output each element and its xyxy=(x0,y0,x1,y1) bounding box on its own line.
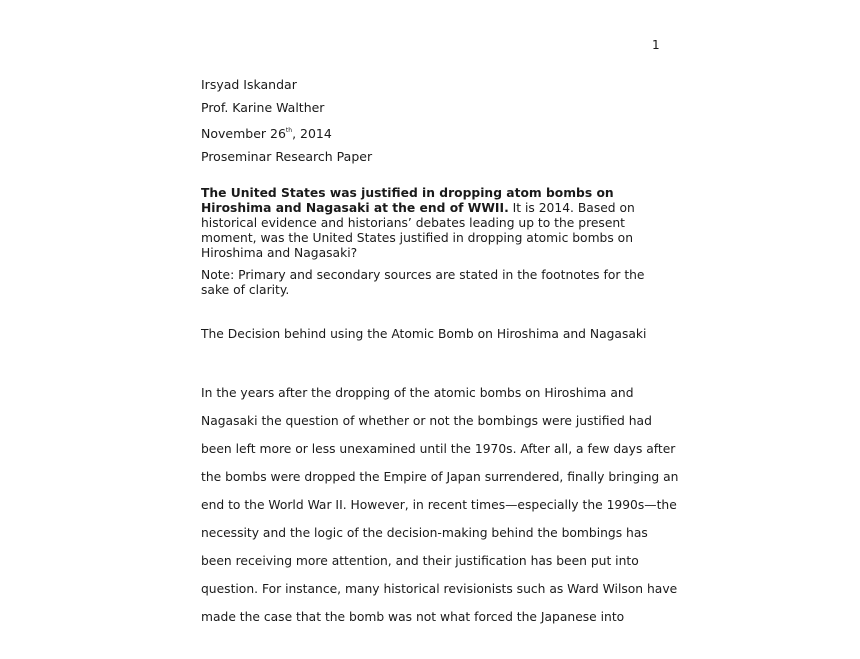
body-line: made the case that the bomb was not what forced the Japanese into xyxy=(201,610,625,624)
page-number: 1 xyxy=(652,38,660,52)
thesis-bold: The United States was justified in dropping atom bombs on Hiroshima and Nagasaki at the end of WWII. xyxy=(201,186,614,215)
professor-name: Prof. Karine Walther xyxy=(201,100,325,115)
body-paragraph xyxy=(201,383,679,635)
note-text: Note: Primary and secondary sources are stated in the footnotes for the sake of clarity. xyxy=(201,268,645,297)
course-name: Proseminar Research Paper xyxy=(201,149,373,164)
header-block xyxy=(201,73,372,168)
body-line: end to the World War II. However, in recent times—especially the 1990s—the xyxy=(201,498,677,512)
body-line: the bombs were dropped the Empire of Japan surrendered, finally bringing an xyxy=(201,470,679,484)
author-name: Irsyad Iskandar xyxy=(201,77,297,92)
body-line: Nagasaki the question of whether or not the bombings were justified had xyxy=(201,414,652,428)
body-line: been receiving more attention, and their justification has been put into xyxy=(201,554,639,568)
body-line: question. For instance, many historical revisionists such as Ward Wilson have xyxy=(201,582,678,596)
date-suffix: th xyxy=(285,127,293,134)
date-line xyxy=(201,119,372,145)
date-month-day: November 26 xyxy=(201,126,286,141)
date-year: , 2014 xyxy=(292,126,332,141)
body-line: necessity and the logic of the decision-making behind the bombings has xyxy=(201,526,648,540)
thesis-question: It is 2014. Based on historical evidence and historians’ debates leading up to the present moment, was the United States justified in dropping atomic bombs on Hiroshima and Nagasaki? xyxy=(201,201,635,260)
section-title: The Decision behind using the Atomic Bomb on Hiroshima and Nagasaki xyxy=(201,327,647,341)
body-line: In the years after the dropping of the atomic bombs on Hiroshima and xyxy=(201,386,634,400)
thesis-statement xyxy=(201,186,661,261)
body-line: been left more or less unexamined until the 1970s. After all, a few days after xyxy=(201,442,676,456)
